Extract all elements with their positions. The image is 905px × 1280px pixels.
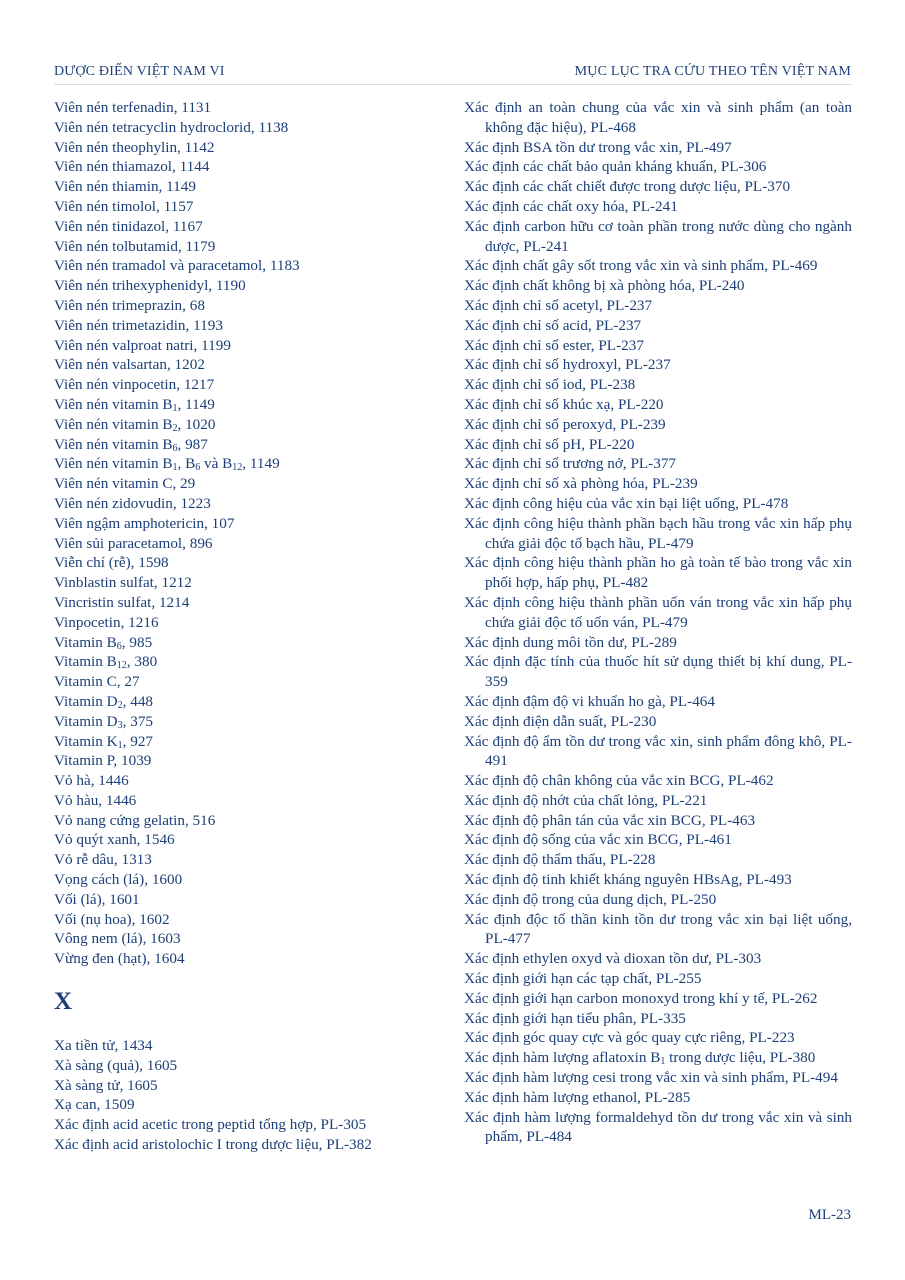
index-entry: Xác định chỉ số khúc xạ, PL-220	[464, 395, 664, 413]
index-entry: Xác định đậm độ vi khuẩn ho gà, PL-464	[464, 692, 715, 710]
index-entry: Xác định công hiệu của vắc xin bại liệt uống, PL-478	[464, 494, 789, 512]
index-entry: Viên nén tinidazol, 1167	[54, 217, 203, 235]
index-entry: Xa tiền tử, 1434	[54, 1037, 153, 1055]
index-entry: Vitamin $D_3$, 375	[54, 712, 154, 731]
index-entry: Xác định chỉ số iod, PL-238	[464, 376, 636, 394]
index-entry: Viên nén vitamin $B_1$, 1149	[54, 395, 215, 414]
index-entry: Xác định góc quay cực và góc quay cực riêng, PL-223	[464, 1029, 795, 1047]
index-entry: Vông nem (lá), 1603	[54, 930, 181, 948]
index-entry: Xác định các chất oxy hóa, PL-241	[464, 197, 678, 215]
index-entry: Viên nén trimeprazin, 68	[54, 296, 205, 314]
index-entry: Xác định giới hạn các tạp chất, PL-255	[464, 970, 702, 988]
index-entry: Vitamin C, 27	[54, 673, 140, 691]
index-entry: Vitamin P, 1039	[54, 752, 152, 770]
index-entry: Viên nén tolbutamid, 1179	[54, 237, 216, 255]
index-entry: Viễn chí (rễ), 1598	[54, 554, 169, 572]
index-entry: Viên nén vinpocetin, 1217	[54, 376, 215, 394]
index-entry: Viên nén vitamin $B_2$, 1020	[54, 415, 216, 434]
running-header	[54, 64, 851, 85]
index-entry: Vọng cách (lá), 1600	[54, 871, 183, 889]
index-entry: Xác định công hiệu thành phần ho gà toàn tế bào trong vắc xin phối hợp, hấp phụ, PL-482	[464, 554, 852, 592]
index-entry: Vitamin $D_2$, 448	[54, 692, 154, 711]
index-entry: Xác định độ nhớt của chất lỏng, PL-221	[464, 791, 708, 809]
index-entry: Viên nén zidovudin, 1223	[54, 494, 211, 512]
page-number: ML-23	[808, 1207, 851, 1223]
index-entry: Xác định chỉ số ester, PL-237	[464, 336, 644, 354]
index-entry: Xác định ethylen oxyd và dioxan tồn dư, PL-303	[464, 950, 762, 968]
index-entry: Xác định công hiệu thành phần bạch hầu trong vắc xin hấp phụ chứa giải độc tố bạch hầu, PL-479	[464, 514, 852, 552]
index-entry: Xác định công hiệu thành phần uốn ván trong vắc xin hấp phụ chứa giải độc tố uốn ván, PL-479	[464, 593, 852, 631]
index-entry: Vối (nụ hoa), 1602	[54, 910, 170, 928]
section-title: MỤC LỤC TRA CỨU THEO TÊN VIỆT NAM	[574, 64, 851, 79]
index-entry: Xác định carbon hữu cơ toàn phần trong nước dùng cho ngành dược, PL-241	[464, 217, 852, 255]
index-entry: Xác định độc tố thần kinh tồn dư trong vắc xin bại liệt uống, PL-477	[464, 910, 852, 948]
index-entry: Vỏ hàu, 1446	[54, 791, 137, 809]
index-entry: Xác định acid aristolochic I trong dược liệu, PL-382	[54, 1136, 372, 1154]
index-entry: Viên nén thiamin, 1149	[54, 178, 196, 196]
index-entry: Xác định độ ẩm tồn dư trong vắc xin, sinh phẩm đông khô, PL-491	[464, 732, 852, 770]
index-entry: Vỏ hà, 1446	[54, 772, 129, 790]
index-entry: Xác định acid acetic trong peptid tổng hợp, PL-305	[54, 1116, 367, 1134]
index-entry: Xác định hàm lượng aflatoxin $B_1$ trong dược liệu, PL-380	[464, 1049, 816, 1068]
index-entry: Xác định hàm lượng ethanol, PL-285	[464, 1088, 691, 1106]
index-entry: Xác định chất không bị xà phòng hóa, PL-240	[464, 277, 745, 295]
index-entry: Vitamin $B_6$, 985	[54, 633, 153, 652]
index-entry: Viên nén vitamin C, 29	[54, 475, 196, 493]
index-entry: Xác định độ phân tán của vắc xin BCG, PL-463	[464, 811, 756, 829]
index-entry: Vối (lá), 1601	[54, 890, 140, 908]
index-entry: Xác định chỉ số pH, PL-220	[464, 435, 635, 453]
index-entry: Vừng đen (hạt), 1604	[54, 950, 185, 968]
index-entry: Vinblastin sulfat, 1212	[54, 574, 192, 592]
index-entry: Xác định dung môi tồn dư, PL-289	[464, 633, 677, 651]
index-entry: Xác định các chất bảo quản kháng khuẩn, PL-306	[464, 158, 767, 176]
index-entry: Xác định độ sống của vắc xin BCG, PL-461	[464, 831, 732, 849]
book-title: DƯỢC ĐIỂN VIỆT NAM VI	[54, 64, 225, 79]
index-entry: Xác định độ chân không của vắc xin BCG, PL-462	[464, 772, 774, 790]
index-entry: Viên nén valproat natri, 1199	[54, 336, 231, 354]
index-entry: Xác định hàm lượng formaldehyd tồn dư trong vắc xin và sinh phẩm, PL-484	[464, 1108, 852, 1146]
index-entry: Vỏ quýt xanh, 1546	[54, 831, 175, 849]
index-entry: Vitamin $K_1$, 927	[54, 732, 154, 751]
index-entry: Xác định chất gây sốt trong vắc xin và sinh phẩm, PL-469	[464, 257, 818, 275]
index-entry: Viên sủi paracetamol, 896	[54, 534, 213, 552]
index-entry: Viên ngậm amphotericin, 107	[54, 514, 235, 532]
index-entry: Xác định chỉ số acetyl, PL-237	[464, 296, 653, 314]
index-entry: Vỏ nang cứng gelatin, 516	[54, 811, 216, 829]
index-entry: Xạ can, 1509	[54, 1096, 135, 1114]
section-letter: X	[54, 988, 73, 1016]
index-entry: Xác định độ thẩm thấu, PL-228	[464, 851, 656, 869]
index-column-right	[464, 98, 852, 1147]
index-entry: Xác định giới hạn carbon monoxyd trong khí y tế, PL-262	[464, 989, 818, 1007]
index-entry: Xác định hàm lượng cesi trong vắc xin và sinh phẩm, PL-494	[464, 1069, 838, 1087]
index-entry: Viên nén valsartan, 1202	[54, 356, 205, 374]
index-entry: Vỏ rễ dâu, 1313	[54, 851, 152, 869]
index-entry: Viên nén theophylin, 1142	[54, 138, 215, 156]
index-entry: Xác định đặc tính của thuốc hít sử dụng thiết bị khí dung, PL-359	[464, 653, 852, 691]
index-entry: Xác định các chất chiết được trong dược liệu, PL-370	[464, 178, 791, 196]
index-entry: Vitamin $B_{12}$, 380	[54, 653, 158, 672]
index-entry: Viên nén timolol, 1157	[54, 197, 194, 215]
index-entry: Viên nén thiamazol, 1144	[54, 158, 210, 176]
index-entry: Xác định chỉ số hydroxyl, PL-237	[464, 356, 671, 374]
index-entry: Xà sàng (quả), 1605	[54, 1056, 178, 1074]
index-entry: Viên nén trimetazidin, 1193	[54, 316, 223, 334]
index-entry: Xà sàng tử, 1605	[54, 1076, 158, 1094]
index-entry: Xác định chỉ số peroxyd, PL-239	[464, 415, 666, 433]
index-entry: Viên nén vitamin $B_1$, $B_6$ và $B_{12}$, 1149	[54, 455, 280, 474]
index-entry: Vinpocetin, 1216	[54, 613, 159, 631]
index-entry: Xác định giới hạn tiểu phân, PL-335	[464, 1009, 686, 1027]
index-entry: Xác định điện dẫn suất, PL-230	[464, 712, 657, 730]
index-entry: Xác định chỉ số xà phòng hóa, PL-239	[464, 475, 698, 493]
index-entry: Xác định chỉ số trương nở, PL-377	[464, 455, 677, 473]
index-entry: Viên nén tramadol và paracetamol, 1183	[54, 257, 300, 275]
index-entry: Viên nén trihexyphenidyl, 1190	[54, 277, 246, 295]
index-entry: Vincristin sulfat, 1214	[54, 593, 190, 611]
index-entry: Xác định độ tinh khiết kháng nguyên HBsAg, PL-493	[464, 871, 792, 889]
index-entry: Viên nén tetracyclin hydroclorid, 1138	[54, 118, 289, 136]
index-entry: Xác định độ trong của dung dịch, PL-250	[464, 890, 717, 908]
index-entry: Xác định chỉ số acid, PL-237	[464, 316, 642, 334]
index-entry: Xác định BSA tồn dư trong vắc xin, PL-497	[464, 138, 732, 156]
index-column-left	[54, 98, 434, 1155]
index-entry: Xác định an toàn chung của vắc xin và sinh phẩm (an toàn không đặc hiệu), PL-468	[464, 99, 852, 136]
index-entry: Viên nén terfenadin, 1131	[54, 99, 212, 116]
index-entry: Viên nén vitamin $B_6$, 987	[54, 435, 208, 454]
